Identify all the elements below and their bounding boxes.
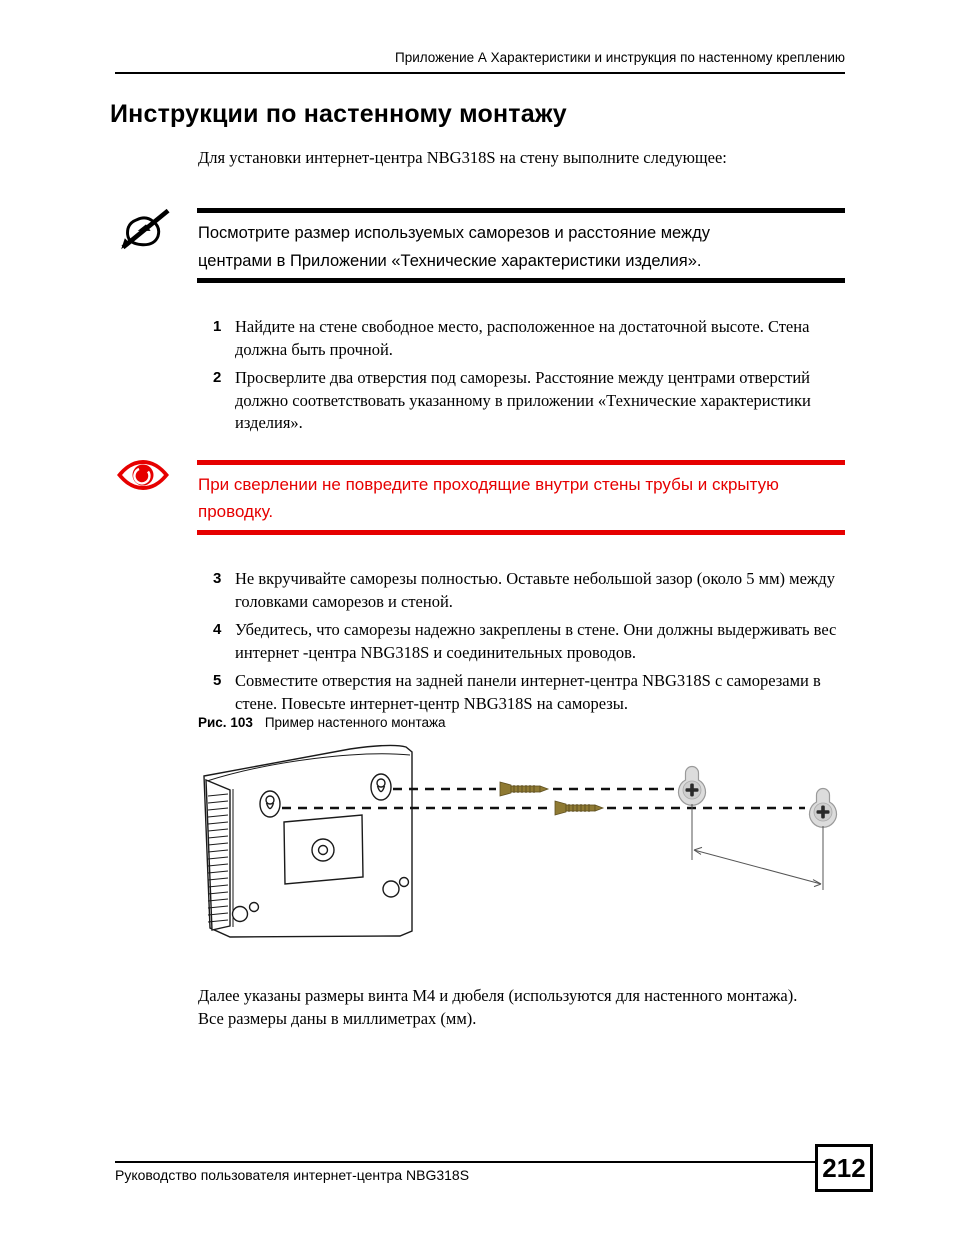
page-title: Инструкции по настенному монтажу <box>110 100 567 128</box>
header-rule <box>115 72 845 74</box>
step-number: 4 <box>213 621 222 638</box>
figure-caption <box>198 715 446 730</box>
distance-measure <box>692 804 823 890</box>
page-number-box <box>815 1144 873 1192</box>
footer-rule <box>115 1161 815 1163</box>
screw-icon-bottom <box>555 801 603 815</box>
router-drawing <box>204 745 412 937</box>
step-item <box>213 367 848 435</box>
figure-label: Рис. 103 <box>198 715 253 730</box>
wall-mount-diagram <box>200 736 850 946</box>
footer-text: Руководство пользователя интернет-центра NBG318S <box>115 1167 470 1183</box>
step-text: Просверлите два отверстия под саморезы. Расстояние между центрами отверстий должно соответствовать указанному в приложении «Технические характеристики изделия». <box>235 368 811 432</box>
pencil-writing-icon <box>118 206 174 252</box>
step-item <box>213 316 848 361</box>
warning-rule-top <box>197 460 845 465</box>
intro-paragraph: Для установки интернет-центра NBG318S на стену выполните следующее: <box>198 148 727 167</box>
warning-rule-bottom <box>197 530 845 535</box>
warning-text: При сверлении не повредите проходящие внутри стены трубы и скрытую проводку. <box>198 475 779 521</box>
screw-icon-top <box>500 782 548 796</box>
wall-anchor-icon-right <box>810 789 837 828</box>
step-number: 2 <box>213 369 222 386</box>
steps-list-1-2 <box>213 316 848 441</box>
step-text: Найдите на стене свободное место, расположенное на достаточной высоте. Стена должна быть прочной. <box>235 317 810 359</box>
step-number: 5 <box>213 672 222 689</box>
step-text: Убедитесь, что саморезы надежно закреплены в стене. Они должны выдерживать вес интернет -центра NBG318S и соединительных проводов. <box>235 620 837 662</box>
closing-paragraph: Далее указаны размеры винта М4 и дюбеля (используются для настенного монтажа). Все размеры даны в миллиметрах (мм). <box>198 986 798 1028</box>
eye-icon <box>116 459 170 491</box>
step-text: Не вкручивайте саморезы полностью. Оставьте небольшой зазор (около 5 мм) между головками саморезов и стеной. <box>235 569 835 611</box>
note-text: Посмотрите размер используемых саморезов и расстояние между центрами в Приложении «Технические характеристики изделия». <box>198 224 710 270</box>
step-item <box>213 619 848 664</box>
step-item <box>213 670 848 715</box>
note-rule-bottom <box>197 278 845 283</box>
keyhole-slot-left <box>260 791 280 817</box>
steps-list-3-5 <box>213 568 848 721</box>
page-header: Приложение А Характеристики и инструкция по настенному креплению <box>394 50 845 65</box>
figure-caption-text: Пример настенного монтажа <box>264 715 446 730</box>
step-item <box>213 568 848 613</box>
page-number: 212 <box>822 1152 866 1183</box>
step-number: 1 <box>213 318 222 335</box>
step-number: 3 <box>213 570 222 587</box>
step-text: Совместите отверстия на задней панели интернет-центра NBG318S с саморезами в стене. Повесьте интернет-центр NBG318S на саморезы. <box>235 671 821 713</box>
note-rule-top <box>197 208 845 213</box>
wall-anchor-icon-left <box>679 767 706 806</box>
keyhole-slot-right <box>371 774 391 800</box>
